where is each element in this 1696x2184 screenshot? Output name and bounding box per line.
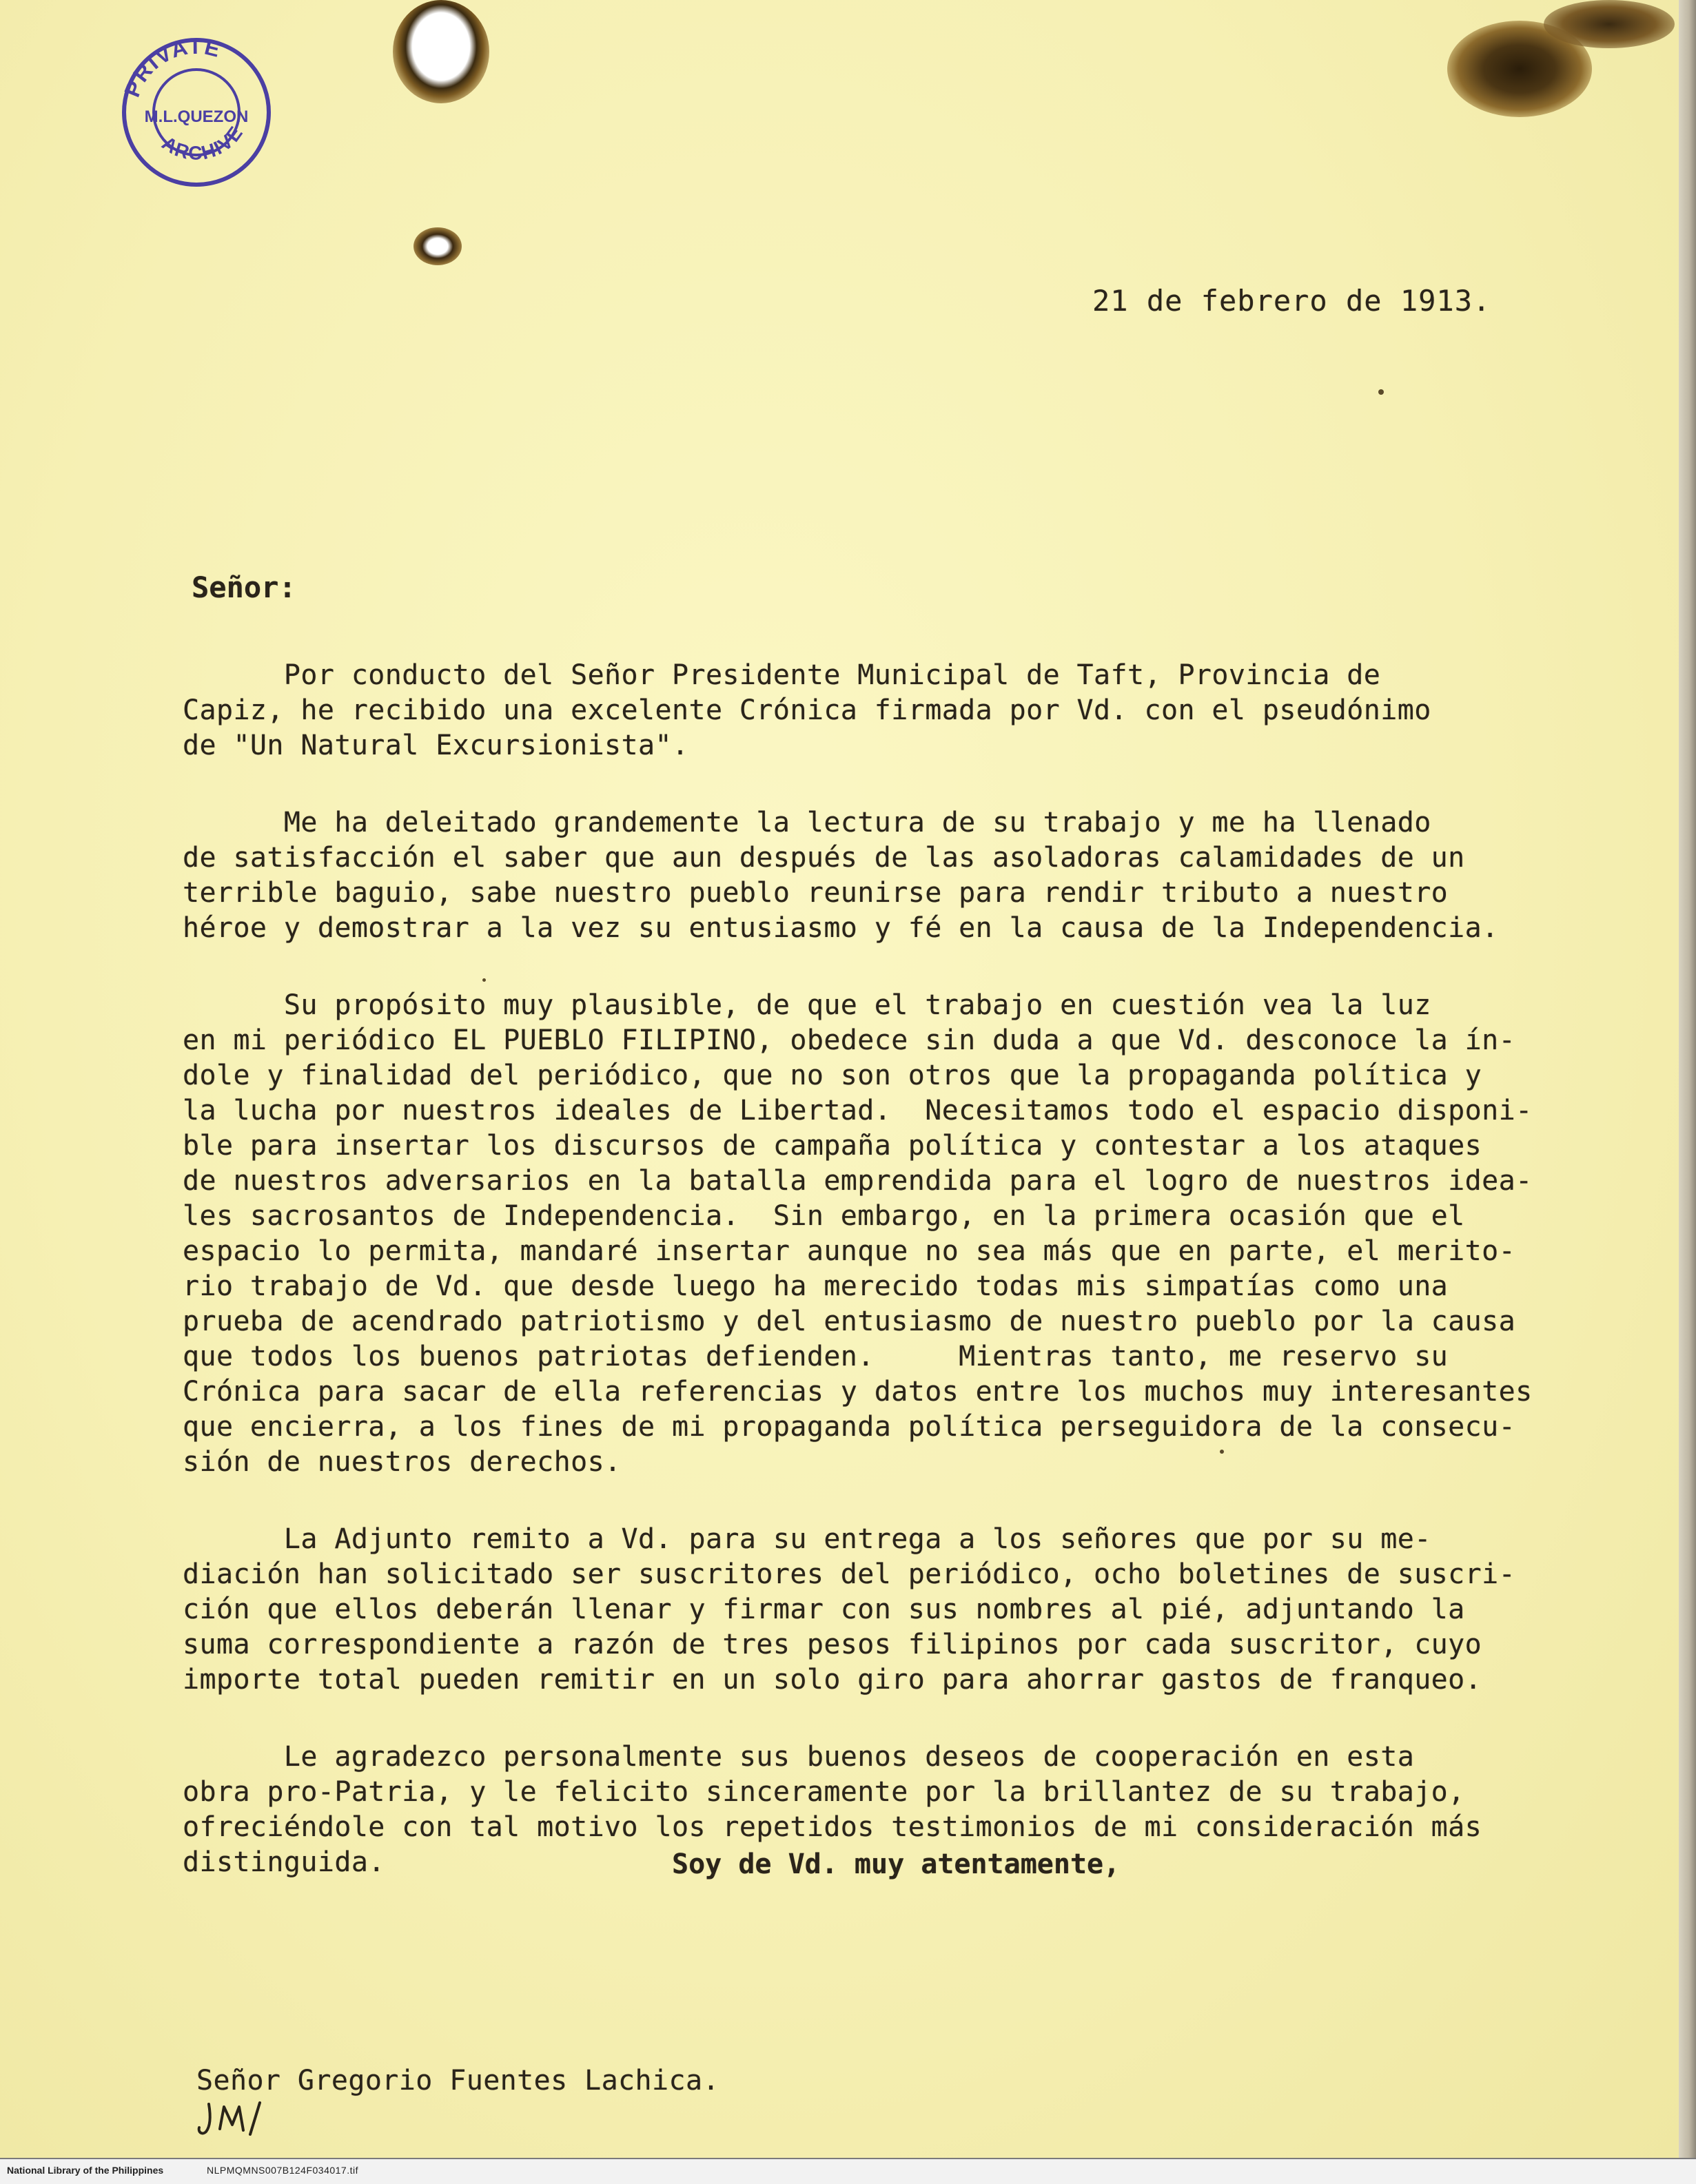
burn-hole-small [413, 227, 462, 265]
scan-edge [1679, 0, 1696, 2183]
archive-stamp [117, 31, 276, 189]
text-line: de "Un Natural Excursionista". [183, 730, 689, 761]
scan-footer [0, 2158, 1696, 2184]
text-line: importe total pueden remitir en un solo giro para ahorrar gastos de franqueo. [183, 1664, 1482, 1696]
text-line: les sacrosantos de Independencia. Sin embargo, en la primera ocasión que el [183, 1200, 1465, 1232]
text-line: obra pro-Patria, y le felicito sinceramente por la brillantez de su trabajo, [183, 1776, 1465, 1808]
addressee-name: Señor Gregorio Fuentes Lachica. [196, 2065, 719, 2097]
stamp-text-bottom: ARCHIVE [158, 121, 248, 164]
text-line: sión de nuestros derechos. [183, 1446, 622, 1478]
paragraph-3 [183, 988, 1554, 1480]
text-line: espacio lo permita, mandaré insertar aunque no sea más que en parte, el merito- [183, 1235, 1516, 1267]
text-line: La Adjunto remito a Vd. para su entrega a los señores que por su me- [183, 1523, 1431, 1555]
text-line: suma correspondiente a razón de tres pesos filipinos por cada suscritor, cuyo [183, 1629, 1482, 1660]
typist-initials [196, 2099, 272, 2139]
text-line: distinguida. [183, 1846, 385, 1878]
closing: Soy de Vd. muy atentamente, [672, 1848, 1121, 1880]
paragraph-2 [183, 805, 1554, 946]
text-line: prueba de acendrado patriotismo y del entusiasmo de nuestro pueblo por la causa [183, 1306, 1516, 1337]
ink-spot [1378, 389, 1384, 395]
text-line: rio trabajo de Vd. que desde luego ha merecido todas mis simpatías como una [183, 1270, 1449, 1302]
text-line: Le agradezco personalmente sus buenos deseos de cooperación en esta [183, 1741, 1415, 1773]
text-line: dole y finalidad del periódico, que no son otros que la propaganda política y [183, 1060, 1482, 1091]
addressee [196, 1999, 719, 2158]
text-line: que todos los buenos patriotas defienden. Mientras tanto, me reservo su [183, 1341, 1449, 1372]
text-line: Capiz, he recibido una excelente Crónica firmada por Vd. con el pseudónimo [183, 694, 1431, 726]
burn-mark-corner [1544, 0, 1675, 48]
salutation: Señor: [192, 570, 296, 604]
text-line: héroe y demostrar a la vez su entusiasmo y fé en la causa de la Independencia. [183, 912, 1499, 944]
text-line: en mi periódico EL PUEBLO FILIPINO, obedece sin duda a que Vd. desconoce la ín- [183, 1024, 1516, 1056]
text-line: ción que ellos deberán llenar y firmar con sus nombres al pié, adjuntando la [183, 1594, 1465, 1625]
text-line: Su propósito muy plausible, de que el trabajo en cuestión vea la luz [183, 989, 1431, 1021]
paragraph-1 [183, 658, 1554, 763]
text-line: la lucha por nuestros ideales de Libertad. Necesitamos todo el espacio disponi- [183, 1095, 1533, 1126]
stamp-text-top: PRIVATE [119, 33, 224, 101]
footer-filename: NLPMQMNS007B124F034017.tif [207, 2165, 358, 2176]
text-line: de satisfacción el saber que aun después de las asoladoras calamidades de un [183, 842, 1465, 874]
footer-library: National Library of the Philippines [7, 2165, 164, 2176]
text-line: que encierra, a los fines de mi propaganda política perseguidora de la consecu- [183, 1411, 1516, 1443]
text-line: Crónica para sacar de ella referencias y datos entre los muchos muy interesantes [183, 1376, 1533, 1408]
stamp-text-middle: M.L.QUEZON [144, 107, 249, 126]
text-line: diación han solicitado ser suscritores del periódico, ocho boletines de suscri- [183, 1558, 1516, 1590]
text-line: de nuestros adversarios en la batalla emprendida para el logro de nuestros idea- [183, 1165, 1533, 1197]
text-line: terrible baguio, sabe nuestro pueblo reunirse para rendir tributo a nuestro [183, 877, 1449, 909]
burn-hole-top [393, 0, 489, 103]
letter-body [183, 658, 1554, 1880]
svg-text:PRIVATE [119, 34, 224, 101]
letter-date: 21 de febrero de 1913. [1092, 284, 1491, 318]
text-line: Por conducto del Señor Presidente Municipal de Taft, Provincia de [183, 659, 1381, 691]
text-line: ble para insertar los discursos de campaña política y contestar a los ataques [183, 1130, 1482, 1162]
paragraph-4 [183, 1522, 1554, 1698]
svg-text:ARCHIVE [159, 121, 247, 163]
text-line: Me ha deleitado grandemente la lectura de su trabajo y me ha llenado [183, 807, 1431, 838]
text-line: ofreciéndole con tal motivo los repetidos testimonios de mi consideración más [183, 1811, 1482, 1843]
